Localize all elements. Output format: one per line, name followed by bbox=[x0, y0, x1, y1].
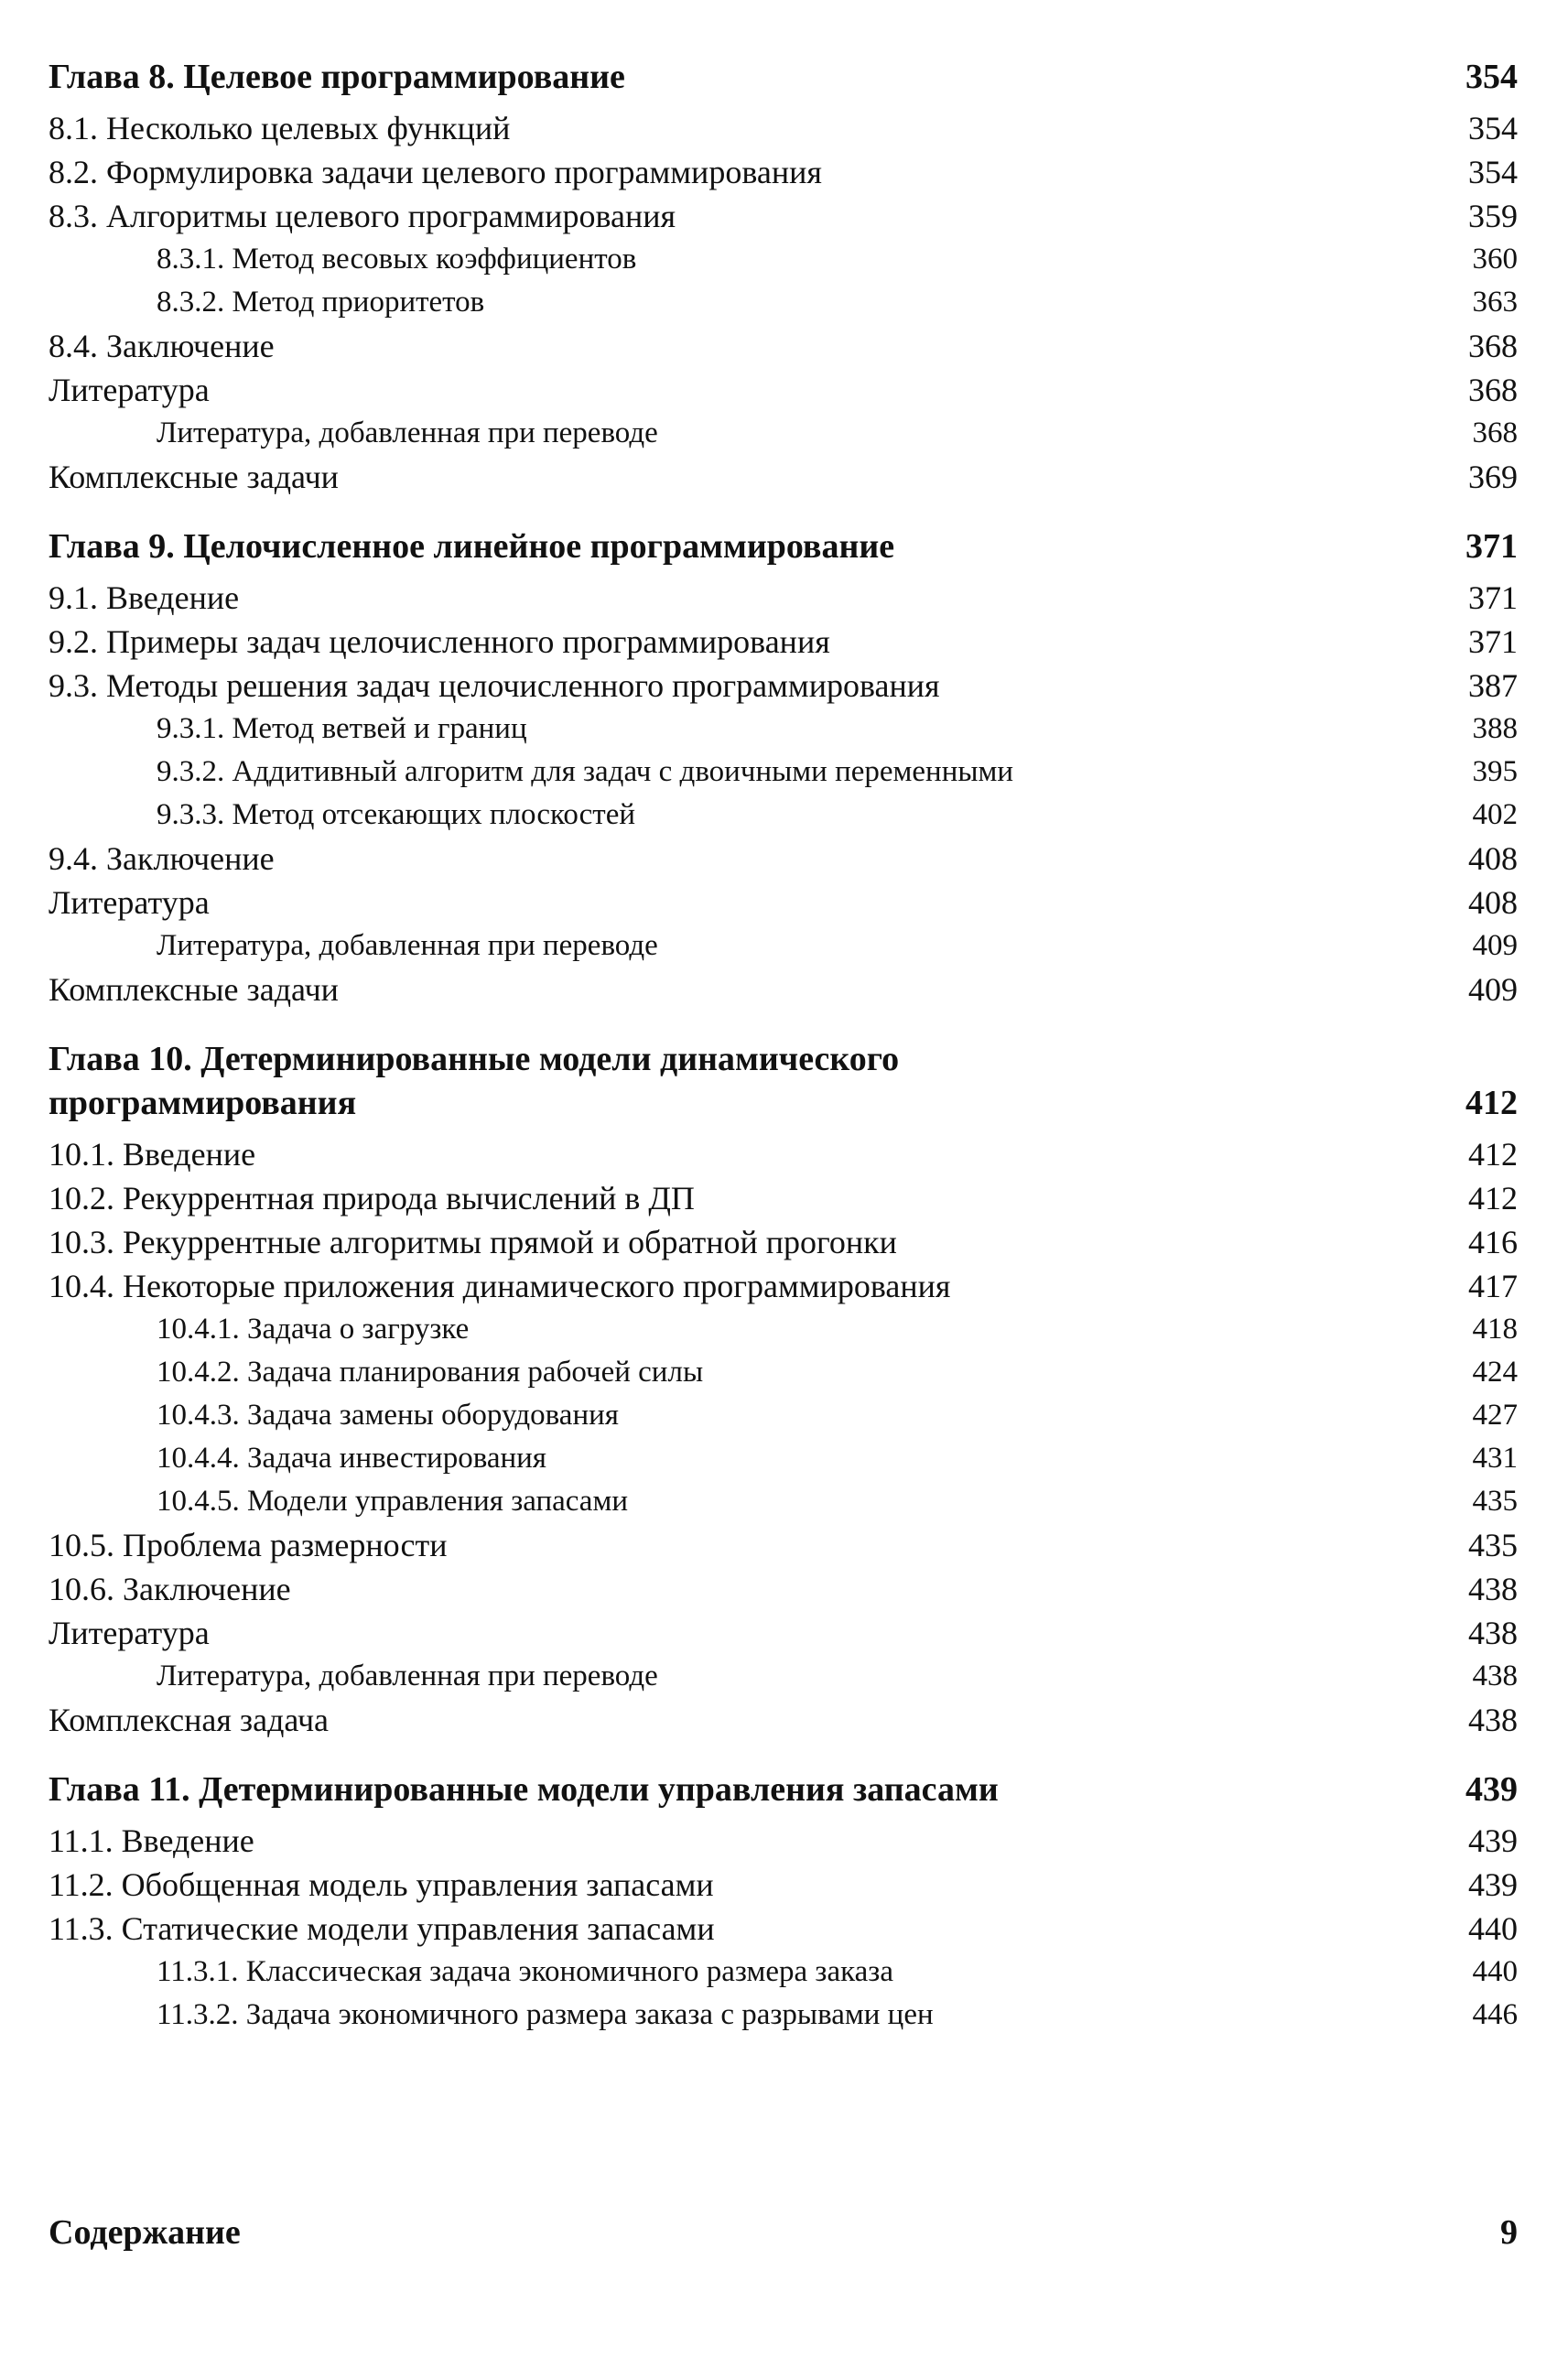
entry-page: 395 bbox=[1472, 755, 1518, 788]
toc-entry bbox=[49, 1819, 1518, 1863]
entry-label: 10.6. Заключение bbox=[49, 1571, 291, 1607]
toc-entry bbox=[49, 324, 1518, 368]
chapter-heading bbox=[49, 1768, 1518, 1811]
toc-entry bbox=[49, 194, 1518, 238]
entry-label: 10.5. Проблема размерности bbox=[49, 1527, 448, 1563]
toc-entry bbox=[49, 1567, 1518, 1611]
entry-label: 9.3.3. Метод отсекающих плоскостей bbox=[157, 798, 636, 831]
entry-page: 363 bbox=[1472, 286, 1518, 319]
toc-entry bbox=[49, 1220, 1518, 1264]
toc-entry bbox=[49, 1132, 1518, 1176]
chapter-page: 439 bbox=[1465, 1770, 1518, 1809]
entry-page: 440 bbox=[1472, 1955, 1518, 1988]
chapter-9 bbox=[49, 524, 1518, 1011]
toc-subentry bbox=[49, 1951, 1518, 1994]
entry-page: 431 bbox=[1472, 1442, 1518, 1475]
entry-page: 360 bbox=[1472, 243, 1518, 276]
entry-page: 417 bbox=[1468, 1268, 1518, 1304]
entry-label: 11.3.2. Задача экономичного размера заказа с разрывами цен bbox=[157, 1998, 934, 2031]
toc-subentry bbox=[49, 794, 1518, 837]
entry-page: 424 bbox=[1472, 1356, 1518, 1389]
entry-label: 10.1. Введение bbox=[49, 1136, 256, 1173]
entry-page: 409 bbox=[1472, 929, 1518, 962]
toc-entry bbox=[49, 455, 1518, 499]
entry-label: 9.1. Введение bbox=[49, 579, 240, 616]
running-title: Содержание bbox=[49, 2213, 241, 2252]
toc-entry bbox=[49, 664, 1518, 708]
table-of-contents bbox=[49, 55, 1518, 2062]
entry-label: 10.4. Некоторые приложения динамического программирования bbox=[49, 1268, 951, 1304]
chapter-heading bbox=[49, 524, 1518, 568]
toc-entry bbox=[49, 106, 1518, 150]
toc-subentry bbox=[49, 1351, 1518, 1394]
entry-page: 354 bbox=[1468, 154, 1518, 190]
entry-label: 10.4.3. Задача замены оборудования bbox=[157, 1399, 619, 1432]
entry-page: 387 bbox=[1468, 667, 1518, 704]
entry-label: 10.3. Рекуррентные алгоритмы прямой и обратной прогонки bbox=[49, 1224, 897, 1260]
entry-page: 435 bbox=[1468, 1527, 1518, 1563]
entry-label: 10.4.2. Задача планирования рабочей силы bbox=[157, 1356, 704, 1389]
entry-page: 408 bbox=[1468, 884, 1518, 921]
entry-page: 427 bbox=[1472, 1399, 1518, 1432]
entry-page: 439 bbox=[1468, 1822, 1518, 1859]
toc-subentry bbox=[49, 1994, 1518, 2037]
chapter-title: Глава 11. Детерминированные модели управления запасами bbox=[49, 1770, 999, 1809]
entry-label: 10.4.4. Задача инвестирования bbox=[157, 1442, 546, 1475]
entry-label: 8.3. Алгоритмы целевого программирования bbox=[49, 198, 676, 234]
entry-page: 359 bbox=[1468, 198, 1518, 234]
toc-subentry bbox=[49, 751, 1518, 794]
entry-label: 9.3. Методы решения задач целочисленного программирования bbox=[49, 667, 940, 704]
entry-label: 8.3.1. Метод весовых коэффициентов bbox=[157, 243, 637, 276]
chapter-title: Глава 8. Целевое программирование bbox=[49, 58, 625, 96]
toc-entry bbox=[49, 1176, 1518, 1220]
entry-label: Комплексные задачи bbox=[49, 459, 339, 495]
entry-page: 388 bbox=[1472, 712, 1518, 745]
entry-label: 8.4. Заключение bbox=[49, 328, 275, 364]
entry-page: 369 bbox=[1468, 459, 1518, 495]
entry-page: 409 bbox=[1468, 971, 1518, 1008]
entry-page: 438 bbox=[1468, 1615, 1518, 1651]
chapter-10 bbox=[49, 1037, 1518, 1742]
entry-page: 371 bbox=[1468, 623, 1518, 660]
entry-label: 8.3.2. Метод приоритетов bbox=[157, 286, 485, 319]
entry-label: 11.2. Обобщенная модель управления запасами bbox=[49, 1866, 714, 1903]
entry-label: 8.1. Несколько целевых функций bbox=[49, 110, 511, 146]
entry-label: 11.3. Статические модели управления запасами bbox=[49, 1910, 715, 1947]
entry-label: Комплексные задачи bbox=[49, 971, 339, 1008]
entry-page: 435 bbox=[1472, 1485, 1518, 1518]
chapter-8 bbox=[49, 55, 1518, 499]
toc-entry bbox=[49, 620, 1518, 664]
entry-page: 368 bbox=[1468, 372, 1518, 408]
entry-label: Литература, добавленная при переводе bbox=[157, 416, 658, 449]
entry-page: 446 bbox=[1472, 1998, 1518, 2031]
toc-subentry bbox=[49, 281, 1518, 324]
toc-entry bbox=[49, 1523, 1518, 1567]
entry-page: 368 bbox=[1468, 328, 1518, 364]
toc-subentry bbox=[49, 1394, 1518, 1437]
toc-subentry bbox=[49, 1308, 1518, 1351]
chapter-page: 354 bbox=[1465, 58, 1518, 96]
toc-entry bbox=[49, 1863, 1518, 1907]
entry-page: 368 bbox=[1472, 416, 1518, 449]
toc-entry bbox=[49, 1907, 1518, 1951]
entry-label: Литература bbox=[49, 1615, 210, 1651]
entry-page: 416 bbox=[1468, 1224, 1518, 1260]
page-footer bbox=[49, 2211, 1518, 2254]
entry-label: Литература bbox=[49, 372, 210, 408]
toc-subentry bbox=[49, 238, 1518, 281]
entry-page: 440 bbox=[1468, 1910, 1518, 1947]
toc-entry bbox=[49, 968, 1518, 1011]
entry-page: 438 bbox=[1472, 1660, 1518, 1692]
entry-page: 438 bbox=[1468, 1702, 1518, 1738]
chapter-page: 412 bbox=[1465, 1084, 1518, 1122]
toc-entry bbox=[49, 1264, 1518, 1308]
entry-label: 10.4.5. Модели управления запасами bbox=[157, 1485, 628, 1518]
entry-page: 439 bbox=[1468, 1866, 1518, 1903]
toc-subentry bbox=[49, 708, 1518, 751]
entry-label: 9.2. Примеры задач целочисленного программирования bbox=[49, 623, 830, 660]
entry-page: 418 bbox=[1472, 1313, 1518, 1346]
entry-page: 438 bbox=[1468, 1571, 1518, 1607]
entry-page: 412 bbox=[1468, 1180, 1518, 1216]
chapter-heading bbox=[49, 1037, 1518, 1125]
entry-label: 8.2. Формулировка задачи целевого программирования bbox=[49, 154, 822, 190]
chapter-title-line-1: Глава 10. Детерминированные модели динамического bbox=[49, 1040, 900, 1078]
page-number: 9 bbox=[1500, 2213, 1518, 2252]
toc-entry bbox=[49, 881, 1518, 924]
toc-entry bbox=[49, 837, 1518, 881]
entry-page: 354 bbox=[1468, 110, 1518, 146]
toc-subentry bbox=[49, 1480, 1518, 1523]
toc-entry bbox=[49, 368, 1518, 412]
chapter-heading bbox=[49, 55, 1518, 99]
entry-page: 371 bbox=[1468, 579, 1518, 616]
entry-label: 9.3.2. Аддитивный алгоритм для задач с двоичными переменными bbox=[157, 755, 1014, 788]
entry-label: 9.4. Заключение bbox=[49, 840, 275, 877]
toc-subentry bbox=[49, 412, 1518, 455]
chapter-title: Глава 9. Целочисленное линейное программирование bbox=[49, 527, 895, 566]
chapter-title bbox=[49, 1037, 1348, 1125]
toc-subentry bbox=[49, 1655, 1518, 1698]
entry-label: 9.3.1. Метод ветвей и границ bbox=[157, 712, 527, 745]
entry-label: 11.3.1. Классическая задача экономичного размера заказа bbox=[157, 1955, 893, 1988]
toc-entry bbox=[49, 576, 1518, 620]
toc-entry bbox=[49, 150, 1518, 194]
toc-subentry bbox=[49, 924, 1518, 968]
entry-label: 10.4.1. Задача о загрузке bbox=[157, 1313, 470, 1346]
entry-page: 408 bbox=[1468, 840, 1518, 877]
entry-page: 402 bbox=[1472, 798, 1518, 831]
entry-label: 10.2. Рекуррентная природа вычислений в ДП bbox=[49, 1180, 695, 1216]
entry-label: Литература bbox=[49, 884, 210, 921]
toc-entry bbox=[49, 1698, 1518, 1742]
entry-label: Комплексная задача bbox=[49, 1702, 330, 1738]
chapter-page: 371 bbox=[1465, 527, 1518, 566]
toc-subentry bbox=[49, 1437, 1518, 1480]
toc-entry bbox=[49, 1611, 1518, 1655]
entry-page: 412 bbox=[1468, 1136, 1518, 1173]
entry-label: Литература, добавленная при переводе bbox=[157, 929, 658, 962]
entry-label: Литература, добавленная при переводе bbox=[157, 1660, 658, 1692]
chapter-title-line-2: программирования bbox=[49, 1084, 357, 1122]
entry-label: 11.1. Введение bbox=[49, 1822, 254, 1859]
chapter-11 bbox=[49, 1768, 1518, 2037]
